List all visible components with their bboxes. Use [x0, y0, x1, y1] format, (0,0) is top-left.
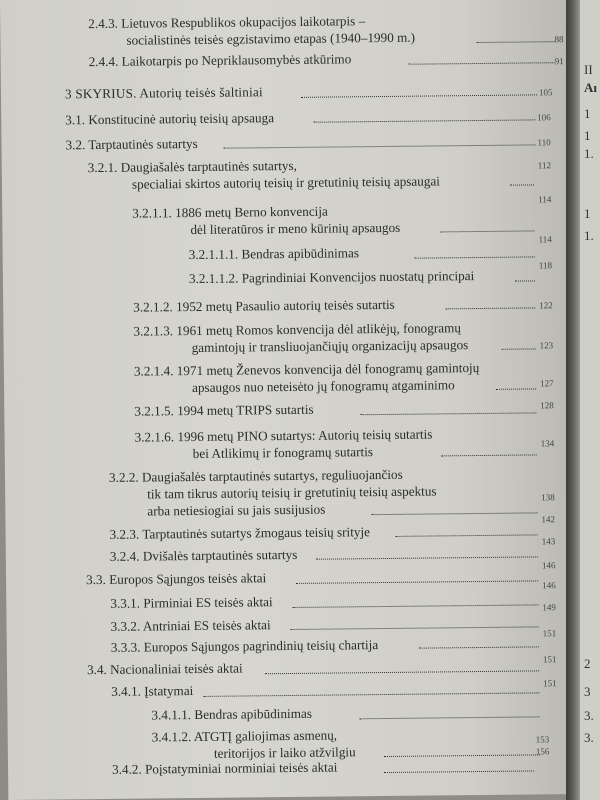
- toc-entry-line: specialiai skirtos autorių teisių ir gretutinių teisių apsaugai: [131, 173, 441, 192]
- toc-entry-3-2-3: [110, 523, 371, 543]
- toc-entry-3-2-1-1-2: [189, 267, 474, 287]
- leader-dots: [224, 144, 536, 148]
- toc-chapter-3: [65, 83, 263, 102]
- toc-entry-line: gamintojų ir transliuojančiųjų organizacijų apsaugos: [191, 337, 469, 356]
- toc-entry-line: 3.4.1.1. Bendras apibūdinimas: [151, 705, 313, 723]
- toc-entry-3-2-1: [88, 155, 440, 193]
- page-number: 106: [537, 112, 551, 123]
- toc-entry-2-4-4: [89, 50, 352, 70]
- leader-dots: [409, 62, 555, 65]
- toc-entry-line: 3.2.2. Daugiašalės tarptautinės sutartys, reguliuojančios: [108, 466, 403, 485]
- leader-dots: [203, 692, 539, 697]
- leader-dots: [476, 41, 554, 43]
- right-page-fragment: 1: [584, 106, 591, 121]
- page-number: 118: [538, 260, 553, 271]
- toc-entry-line: tik tam tikrus autorių teisių ir gretutinių teisių aspektus: [147, 483, 437, 502]
- leader-dots: [301, 94, 537, 97]
- right-page-fragment: 1.: [584, 228, 594, 243]
- leader-dots: [441, 454, 537, 456]
- right-page-fragment: 1: [584, 128, 591, 143]
- toc-entry-line: arba netiesiogiai su jais susijusios: [147, 501, 326, 519]
- toc-entry-line: 3.2.1.1. 1886 metų Berno konvencija: [132, 203, 328, 221]
- toc-entry-line: 3.2.1.3. 1961 metų Romos konvencija dėl atlikėjų, fonogramų: [133, 320, 461, 339]
- right-page-fragment: 3: [584, 684, 591, 699]
- book-page-right-edge: [580, 0, 600, 800]
- toc-entry-line: teritorijos ir laiko atžvilgiu: [213, 744, 356, 761]
- toc-entry-line: 3.4. Nacionaliniai teisės aktai: [86, 660, 243, 678]
- leader-dots: [415, 256, 535, 258]
- toc-entry-line: 3.2.1. Daugiašalės tarptautinės sutartys,: [87, 157, 297, 176]
- toc-entry-line: bei Atlikimų ir fonogramų sutartis: [192, 444, 374, 462]
- page-number: 110: [537, 137, 551, 148]
- page-number: 134: [540, 438, 555, 449]
- toc-entry-line: 3.4.1.2. ATGTĮ galiojimas asmenų,: [151, 727, 338, 745]
- toc-entry-line: 3.3. Europos Sąjungos teisės aktai: [85, 570, 267, 588]
- right-page-fragment: II: [584, 62, 593, 77]
- toc-entry-line: 3.2.4. Dvišalės tarptautinės sutartys: [109, 546, 298, 564]
- leader-dots: [291, 626, 539, 630]
- leader-dots: [510, 184, 534, 185]
- page-number: 127: [539, 378, 554, 389]
- toc-entry-3-3-2: [110, 616, 270, 635]
- toc-entry-3-2-1-1-1: [189, 244, 359, 263]
- toc-entry-line: 3.2.1.1.1. Bendras apibūdinimas: [188, 245, 360, 263]
- toc-entry-line: 3.3.2. Antriniai ES teisės aktai: [110, 617, 271, 634]
- toc-entry-3-4-2: [112, 759, 337, 778]
- toc-entry-line: apsaugos nuo neteisėto jų fonogramų atgaminimo: [191, 377, 455, 396]
- page-number: 142: [541, 514, 556, 525]
- toc-entry-3-2-1-5: [134, 401, 313, 420]
- page-number: 143: [541, 536, 556, 547]
- toc-entry-3-2-1-1: [132, 202, 400, 239]
- leader-dots: [396, 534, 538, 536]
- toc-entry-line: 3.4.1. Įstatymai: [111, 683, 194, 699]
- leader-dots: [515, 280, 535, 281]
- toc-entry-3-4-1-1: [151, 705, 312, 724]
- page-number: 88: [554, 34, 564, 45]
- page-number: 153: [535, 734, 550, 745]
- toc-entry-3-4: [87, 659, 243, 678]
- leader-dots: [384, 770, 534, 773]
- toc-entry-3-1: [65, 109, 274, 128]
- page-number: 114: [538, 234, 552, 245]
- page-number: 122: [539, 300, 553, 311]
- leader-dots: [440, 230, 534, 232]
- leader-dots: [360, 412, 536, 415]
- right-page-fragment: 1: [584, 206, 591, 221]
- toc-entry-line: 3.3.3. Europos Sąjungos pagrindinių teisių chartija: [110, 637, 379, 655]
- toc-entry-line: 3.2.1.4. 1971 metų Ženevos konvencija dėl fonogramų gamintojų: [133, 360, 480, 379]
- book-gutter: [566, 0, 580, 800]
- toc-entry-2-4-3: [88, 12, 415, 49]
- toc-entry-3-4-1: [111, 682, 193, 700]
- toc-entry-3-2: [65, 135, 197, 153]
- page-number: 146: [542, 580, 556, 591]
- page-number: 128: [540, 400, 554, 411]
- page-number: 151: [542, 654, 557, 665]
- toc-entry-3-2-1-3: [133, 319, 468, 357]
- toc-entry-3-3-1: [110, 593, 272, 612]
- toc-entry-line: 3.2.1.6. 1996 metų PINO sutartys: Autorių teisių sutartis: [134, 426, 433, 445]
- page-number: 105: [538, 87, 553, 98]
- toc-entry-line: 3.4.2. Poįstatyminiai norminiai teisės aktai: [111, 759, 338, 777]
- leader-dots: [496, 388, 536, 389]
- page-number: 146: [541, 560, 556, 571]
- toc-entry-line: 3.2.3. Tarptautinės sutartys žmogaus teisių srityje: [109, 524, 371, 542]
- leader-dots: [292, 604, 538, 608]
- toc-entry-line: 3.2. Tarptautinės sutartys: [65, 135, 198, 153]
- page-number: 151: [542, 628, 557, 639]
- toc-entry-3-2-1-2: [133, 296, 395, 316]
- toc-entry-line: 2.4.3. Lietuvos Respublikos okupacijos laikotarpis –: [88, 13, 366, 32]
- leader-dots: [502, 348, 536, 349]
- right-page-fragment: 2: [584, 656, 591, 671]
- toc-entry-line: socialistinės teisės egzistavimo etapas (1940–1990 m.): [126, 29, 416, 48]
- toc-entry-line: 2.4.4. Laikotarpis po Nepriklausomybės atkūrimo: [88, 51, 352, 70]
- toc-entry-3-2-2: [109, 465, 437, 519]
- toc-entry-3-2-4: [110, 546, 298, 565]
- page-number: 91: [554, 56, 564, 67]
- page-number: 156: [535, 746, 550, 757]
- leader-dots: [316, 556, 538, 559]
- toc-entry-3-2-1-4: [134, 359, 480, 397]
- page-number: 114: [538, 194, 552, 205]
- leader-dots: [384, 754, 540, 757]
- page-number: 149: [542, 602, 556, 613]
- toc-entry-line: 3.1. Konstitucinė autorių teisių apsauga: [65, 110, 275, 128]
- leader-dots: [265, 670, 539, 674]
- page-number: 123: [539, 340, 554, 351]
- page-number: 138: [541, 492, 555, 503]
- toc-entry-line: 3.2.1.5. 1994 metų TRIPS sutartis: [134, 401, 314, 419]
- leader-dots: [360, 716, 540, 719]
- toc-entry-3-4-1-2: [152, 726, 356, 762]
- right-page-fragment: 1.: [584, 146, 594, 161]
- right-page-fragment: Aı: [584, 80, 597, 95]
- leader-dots: [445, 307, 535, 309]
- right-page-fragment: 3.: [584, 730, 594, 745]
- toc-entry-line: 3.2.1.1.2. Pagrindiniai Konvencijos nuostatų principai: [188, 268, 475, 287]
- leader-dots: [296, 580, 538, 584]
- leader-dots: [313, 119, 535, 122]
- toc-entry-line: dėl literatūros ir meno kūrinių apsaugos: [190, 219, 401, 238]
- right-page-fragment: 3.: [584, 708, 594, 723]
- page-number: 151: [543, 678, 557, 689]
- toc-entry-line: 3 SKYRIUS. Autorių teisės šaltiniai: [64, 84, 263, 102]
- leader-dots: [419, 646, 539, 648]
- toc-entry-3-3-3: [111, 636, 379, 656]
- page-number: 112: [537, 160, 551, 171]
- toc-entry-3-2-1-6: [134, 425, 432, 462]
- toc-entry-line: 3.2.1.2. 1952 metų Pasaulio autorių teisės sutartis: [133, 296, 395, 315]
- toc-entry-3-3: [86, 569, 266, 588]
- toc-entry-line: 3.3.1. Pirminiai ES teisės aktai: [110, 594, 273, 611]
